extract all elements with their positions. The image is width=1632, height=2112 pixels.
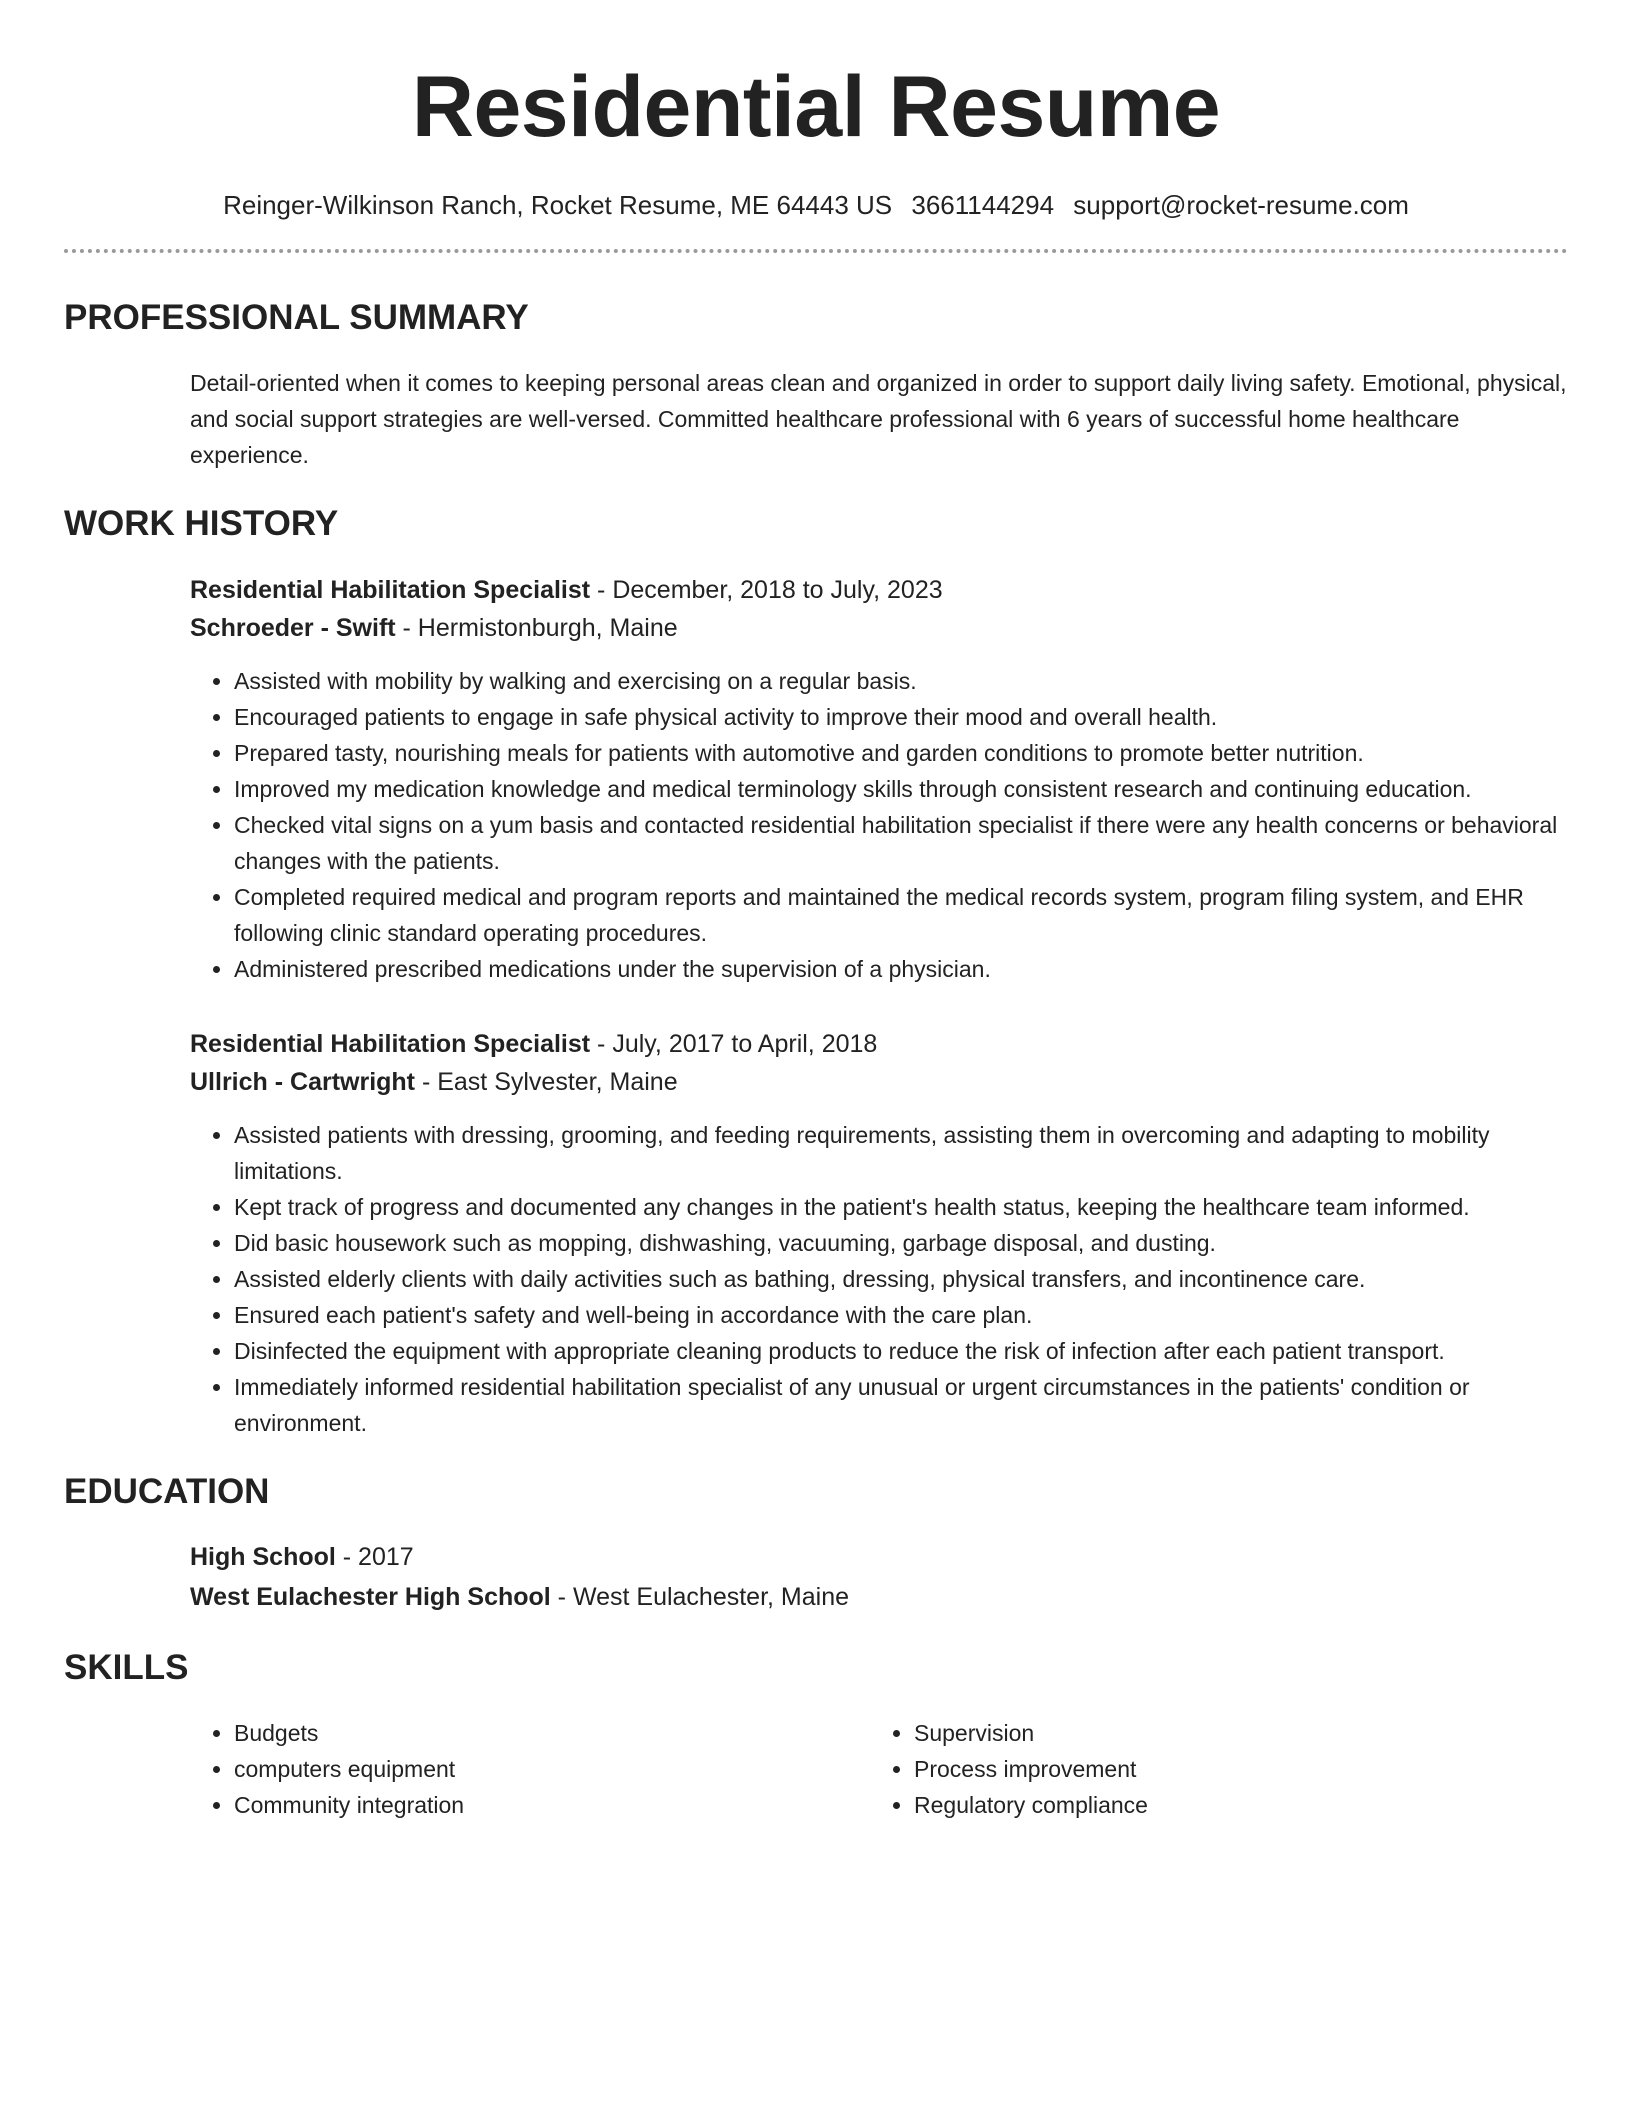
list-item: • Completed required medical and program reports and maintained the medical records system, program filing system, and EHR following clinic standard operating procedures. xyxy=(234,879,1568,951)
job-duties-list xyxy=(190,663,1568,987)
section-title-work-history: WORK HISTORY xyxy=(64,504,339,544)
education-degree-line xyxy=(190,1537,1568,1577)
list-item: • Kept track of progress and documented any changes in the patient's health status, keeping the healthcare team informed. xyxy=(234,1189,1568,1225)
job-title-line xyxy=(190,571,1568,609)
skills-column-right xyxy=(870,1715,1550,1823)
list-item: • Encouraged patients to engage in safe physical activity to improve their mood and overall health. xyxy=(234,699,1568,735)
job-company-line xyxy=(190,1063,1568,1101)
job-location: - Hermistonburgh, Maine xyxy=(395,614,678,643)
list-item: • Administered prescribed medications under the supervision of a physician. xyxy=(234,951,1568,987)
job-company-line xyxy=(190,609,1568,647)
header-divider xyxy=(64,249,1568,253)
job-dates: - December, 2018 to July, 2023 xyxy=(590,576,943,605)
education-school-line xyxy=(190,1577,1568,1617)
skill-item: • Community integration xyxy=(234,1787,870,1823)
job-company: Ullrich - Cartwright xyxy=(190,1068,416,1097)
job-duties-list xyxy=(190,1117,1568,1441)
job-position: Residential Habilitation Specialist xyxy=(190,1030,591,1059)
skill-item: • Supervision xyxy=(914,1715,1550,1751)
skills-list xyxy=(870,1715,1550,1823)
job-location: - East Sylvester, Maine xyxy=(415,1068,678,1097)
job-entry xyxy=(190,1025,1568,1441)
section-title-summary: PROFESSIONAL SUMMARY xyxy=(64,298,529,338)
skills-column-left xyxy=(190,1715,870,1823)
skill-item: • Regulatory compliance xyxy=(914,1787,1550,1823)
education-year: - 2017 xyxy=(335,1543,414,1572)
contact-address: Reinger-Wilkinson Ranch, Rocket Resume, ME 64443 US xyxy=(223,190,893,220)
skills-grid xyxy=(190,1715,1568,1823)
summary-text: Detail-oriented when it comes to keeping personal areas clean and organized in order to support daily living safety. Emotional, physical, and social support strategies are well-versed. Committed healthcare professional with 6 years of successful home healthcare experience. xyxy=(190,370,1567,469)
section-title-skills: SKILLS xyxy=(64,1648,189,1688)
list-item: • Disinfected the equipment with appropriate cleaning products to reduce the risk of infection after each patient transport. xyxy=(234,1333,1568,1369)
section-title-education: EDUCATION xyxy=(64,1472,270,1512)
education-degree: High School xyxy=(190,1543,336,1572)
contact-email: support@rocket-resume.com xyxy=(1073,190,1409,220)
list-item: • Ensured each patient's safety and well-being in accordance with the care plan. xyxy=(234,1297,1568,1333)
education-entry xyxy=(190,1537,1568,1617)
skill-item: • Budgets xyxy=(234,1715,870,1751)
job-title-line xyxy=(190,1025,1568,1063)
job-company: Schroeder - Swift xyxy=(190,614,396,643)
list-item: • Prepared tasty, nourishing meals for patients with automotive and garden conditions to promote better nutrition. xyxy=(234,735,1568,771)
job-position: Residential Habilitation Specialist xyxy=(190,576,591,605)
education-location: - West Eulachester, Maine xyxy=(550,1583,850,1612)
list-item: • Immediately informed residential habilitation specialist of any unusual or urgent circumstances in the patients' condition or environment. xyxy=(234,1369,1568,1441)
job-entry xyxy=(190,571,1568,987)
skill-item: • computers equipment xyxy=(234,1751,870,1787)
skills-list xyxy=(190,1715,870,1823)
list-item: • Assisted with mobility by walking and exercising on a regular basis. xyxy=(234,663,1568,699)
contact-line xyxy=(64,190,1568,221)
resume-title: Residential Resume xyxy=(411,59,1221,155)
list-item: • Did basic housework such as mopping, dishwashing, vacuuming, garbage disposal, and dusting. xyxy=(234,1225,1568,1261)
job-dates: - July, 2017 to April, 2018 xyxy=(590,1030,878,1059)
list-item: • Improved my medication knowledge and medical terminology skills through consistent research and continuing education. xyxy=(234,771,1568,807)
list-item: • Assisted patients with dressing, grooming, and feeding requirements, assisting them in overcoming and adapting to mobility limitations. xyxy=(234,1117,1568,1189)
list-item: • Assisted elderly clients with daily activities such as bathing, dressing, physical transfers, and incontinence care. xyxy=(234,1261,1568,1297)
skill-item: • Process improvement xyxy=(914,1751,1550,1787)
list-item: • Checked vital signs on a yum basis and contacted residential habilitation specialist if there were any health concerns or behavioral changes with the patients. xyxy=(234,807,1568,879)
education-school: West Eulachester High School xyxy=(190,1583,551,1612)
contact-phone: 3661144294 xyxy=(911,190,1055,220)
